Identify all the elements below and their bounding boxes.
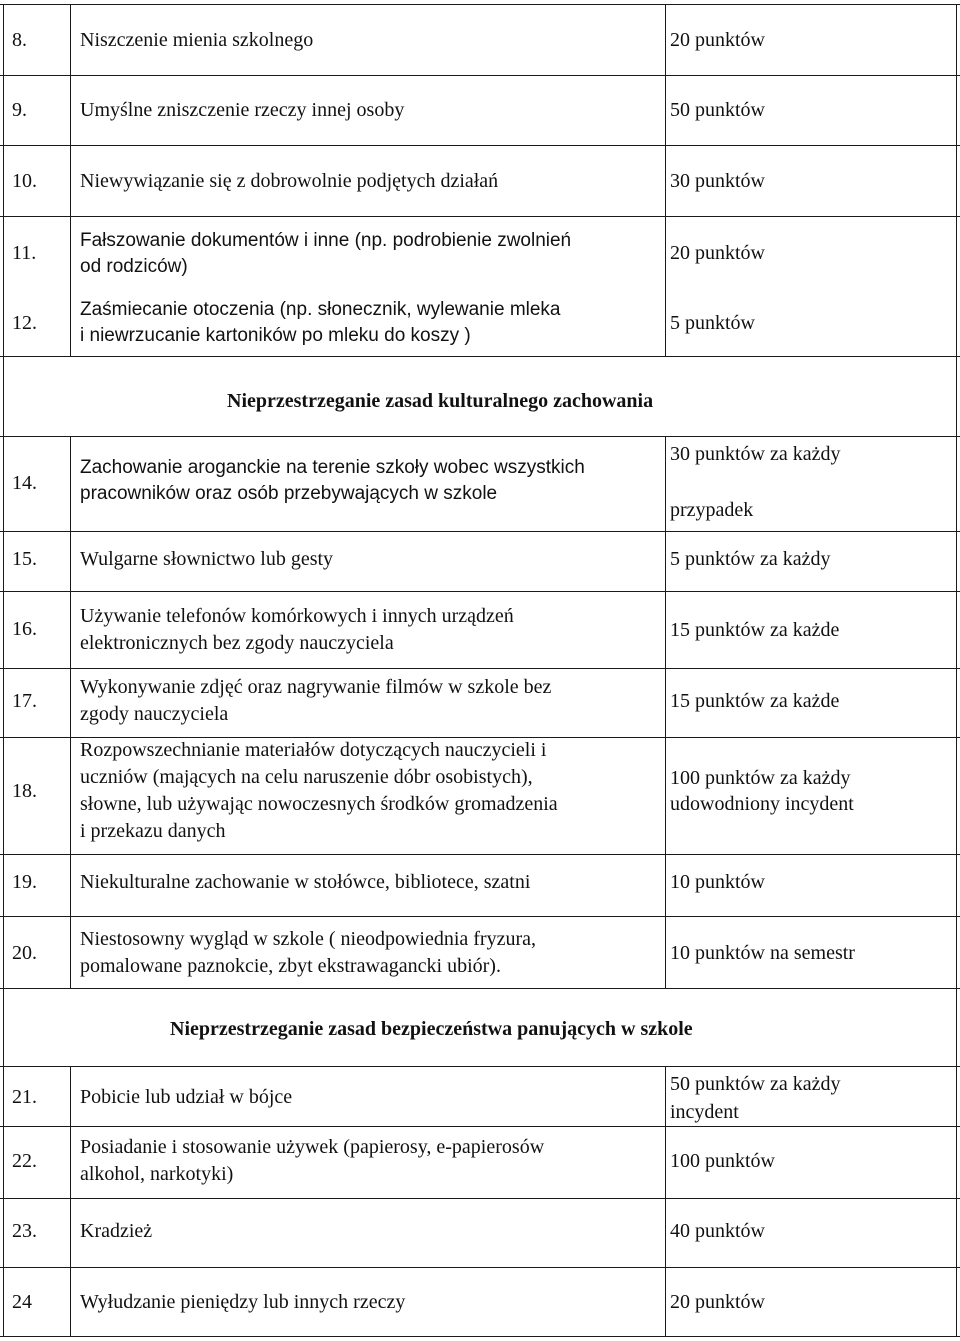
- row-description: Niewywiązanie się z dobrowolnie podjętych działań: [80, 170, 499, 192]
- row-number: 11.: [12, 242, 37, 264]
- row-number: 12.: [12, 312, 37, 334]
- row-description-line: pracowników oraz osób przebywających w szkole: [80, 483, 498, 504]
- row-description-line: i przekazu danych: [80, 820, 226, 842]
- row-points: 15 punktów za każde: [670, 690, 840, 712]
- row-number: 23.: [12, 1220, 37, 1242]
- row-description-line: Posiadanie i stosowanie używek (papierosy, e-papierosów: [80, 1136, 545, 1158]
- row-number: 21.: [12, 1086, 37, 1108]
- row-description-line: i niewrzucanie kartoników po mleku do koszy ): [80, 325, 471, 346]
- row-points: 10 punktów na semestr: [670, 942, 855, 964]
- row-points: 10 punktów: [670, 871, 765, 893]
- row-number: 24: [12, 1291, 32, 1313]
- row-points: 20 punktów: [670, 1291, 765, 1313]
- section-title: Nieprzestrzeganie zasad bezpieczeństwa panujących w szkole: [170, 1018, 693, 1040]
- row-number: 18.: [12, 780, 37, 802]
- row-number: 9.: [12, 99, 27, 121]
- row-points-line: incydent: [670, 1101, 739, 1123]
- row-number: 17.: [12, 690, 37, 712]
- row-description-line: Zachowanie aroganckie na terenie szkoły wobec wszystkich: [80, 457, 585, 478]
- row-number: 10.: [12, 170, 37, 192]
- row-points: 20 punktów: [670, 29, 765, 51]
- row-number: 16.: [12, 618, 37, 640]
- row-number: 15.: [12, 548, 37, 570]
- row-description-line: Rozpowszechnianie materiałów dotyczących nauczycieli i: [80, 739, 547, 761]
- row-points: 5 punktów za każdy: [670, 548, 831, 570]
- row-points: 15 punktów za każde: [670, 619, 840, 641]
- row-description-line: pomalowane paznokcie, zbyt ekstrawagancki ubiór).: [80, 955, 501, 977]
- row-description-line: zgody nauczyciela: [80, 703, 229, 725]
- row-description-line: Zaśmiecanie otoczenia (np. słonecznik, wylewanie mleka: [80, 299, 561, 320]
- row-description-line: elektronicznych bez zgody nauczyciela: [80, 632, 394, 654]
- row-description: Umyślne zniszczenie rzeczy innej osoby: [80, 99, 405, 121]
- row-number: 22.: [12, 1150, 37, 1172]
- row-description-line: Używanie telefonów komórkowych i innych urządzeń: [80, 605, 514, 627]
- row-points: 100 punktów: [670, 1150, 775, 1172]
- row-number: 19.: [12, 871, 37, 893]
- row-points: 50 punktów: [670, 99, 765, 121]
- row-points-line: udowodniony incydent: [670, 793, 854, 815]
- row-description: Wyłudzanie pieniędzy lub innych rzeczy: [80, 1291, 406, 1313]
- row-description: Niszczenie mienia szkolnego: [80, 29, 314, 51]
- row-description-line: słowne, lub używając nowoczesnych środków gromadzenia: [80, 793, 558, 815]
- row-description-line: Fałszowanie dokumentów i inne (np. podrobienie zwolnień: [80, 230, 572, 251]
- row-description-line: alkohol, narkotyki): [80, 1163, 234, 1185]
- row-points-line: 100 punktów za każdy: [670, 767, 851, 789]
- row-points: 30 punktów: [670, 170, 765, 192]
- row-description: Niekulturalne zachowanie w stołówce, bibliotece, szatni: [80, 871, 531, 893]
- row-description: Wulgarne słownictwo lub gesty: [80, 548, 334, 570]
- row-number: 20.: [12, 942, 37, 964]
- row-description-line: uczniów (mających na celu naruszenie dóbr osobistych),: [80, 766, 533, 788]
- row-points-line: przypadek: [670, 499, 754, 521]
- row-description: Pobicie lub udział w bójce: [80, 1086, 293, 1108]
- section-title: Nieprzestrzeganie zasad kulturalnego zachowania: [227, 390, 654, 412]
- row-description-line: Niestosowny wygląd w szkole ( nieodpowiednia fryzura,: [80, 928, 536, 950]
- row-number: 14.: [12, 472, 37, 494]
- row-points: 40 punktów: [670, 1220, 765, 1242]
- row-description: Kradzież: [80, 1220, 153, 1242]
- row-number: 8.: [12, 29, 27, 51]
- row-points-line: 30 punktów za każdy: [670, 443, 841, 465]
- row-points: 20 punktów: [670, 242, 765, 264]
- row-points-line: 50 punktów za każdy: [670, 1073, 841, 1095]
- row-description-line: Wykonywanie zdjęć oraz nagrywanie filmów w szkole bez: [80, 676, 552, 698]
- row-description-line: od rodziców): [80, 256, 188, 277]
- row-points: 5 punktów: [670, 312, 755, 334]
